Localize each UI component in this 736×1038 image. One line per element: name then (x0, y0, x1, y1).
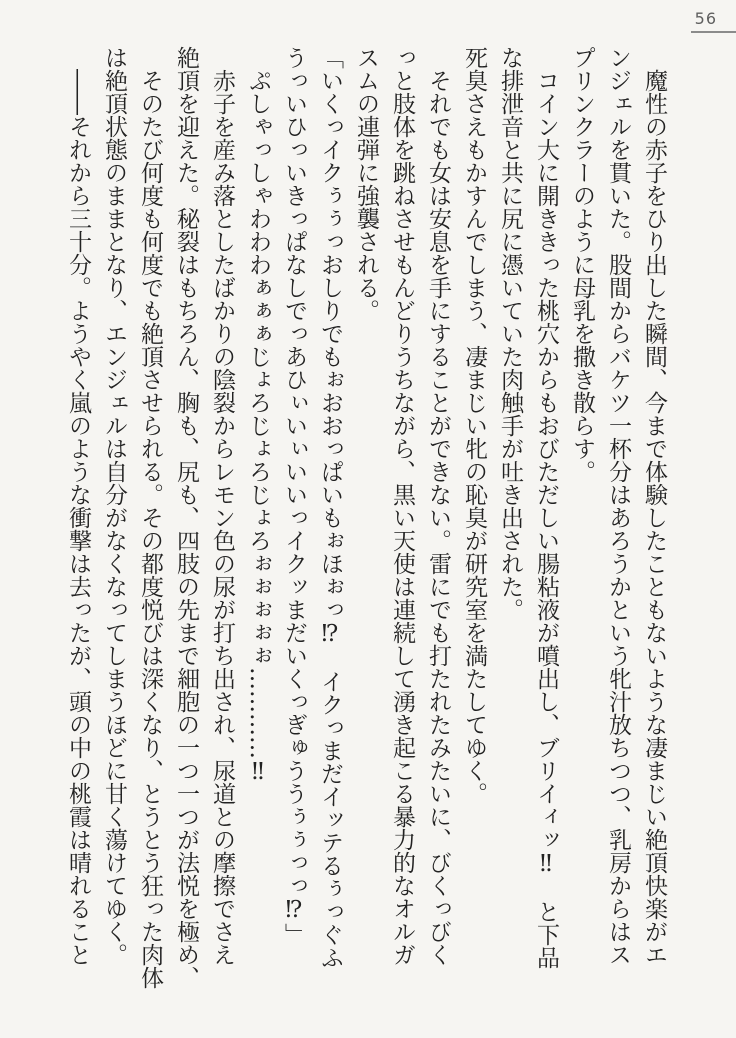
text-column: 死臭さえもかすんでしまう、凄まじい牝の恥臭が研究室を満たしてゆく。 (461, 46, 487, 805)
text-column: 絶頂を迎えた。秘裂はもちろん、胸も、尻も、四肢の先まで細胞の一つ一つが法悦を極め、 (173, 46, 199, 989)
text-column: スムの連弾に強襲される。 (353, 46, 379, 322)
text-column: コイン大に開ききった桃穴からもおびただしい腸粘液が噴出し、ブリイィッ‼ と下品 (533, 69, 559, 969)
text-column: な排泄音と共に尻に憑いていた肉触手が吐き出された。 (497, 46, 523, 621)
text-column: うっいひっいきっぱなしでっあひぃいぃいいっイクッまだいくっぎゅううぅぅっっ⁉」 (281, 46, 307, 946)
text-column: それでも女は安息を手にすることができない。雷にでも打たれたみたいに、びくっびく (425, 69, 451, 966)
text-column: 赤子を産み落としたばかりの陰裂からレモン色の尿が打ち出され、尿道との摩擦でさえ (209, 69, 235, 966)
text-column: ――それから三十分。ようやく嵐のような衝撃は去ったが、頭の中の桃霞は晴れること (65, 69, 91, 966)
text-column: ンジェルを貫いた。股間からバケツ一杯分はあろうかという牝汁放ちつつ、乳房からはス (605, 46, 631, 966)
text-column: そのたび何度も何度でも絶頂させられる。その都度悦びは深くなり、とうとう狂った肉体 (137, 69, 163, 989)
text-column: ぷしゃっしゃわわわぁぁぁじょろじょろじょろぉぉぉぉぉ…………‼ (245, 69, 271, 785)
text-column: プリンクラーのように母乳を撒き散らす。 (569, 46, 595, 483)
page-number: 56 (694, 9, 717, 28)
text-column: 魔性の赤子をひり出した瞬間、今まで体験したこともないような凄まじい絶頂快楽がエ (641, 69, 667, 966)
text-column: っと肢体を跳ねさせもんどりうちながら、黒い天使は連続して湧き起こる暴力的なオルガ (389, 46, 415, 966)
text-column: 「いくっイクぅぅっおしりでもぉおおっぱいもぉほぉっ⁉ イクっまだイッテるぅっぐふ (317, 46, 343, 969)
text-column: は絶頂状態のままとなり、エンジェルは自分がなくなってしまうほどに甘く蕩けてゆく。 (101, 46, 127, 966)
page-text (56, 46, 672, 991)
page-number-rule (691, 31, 736, 33)
